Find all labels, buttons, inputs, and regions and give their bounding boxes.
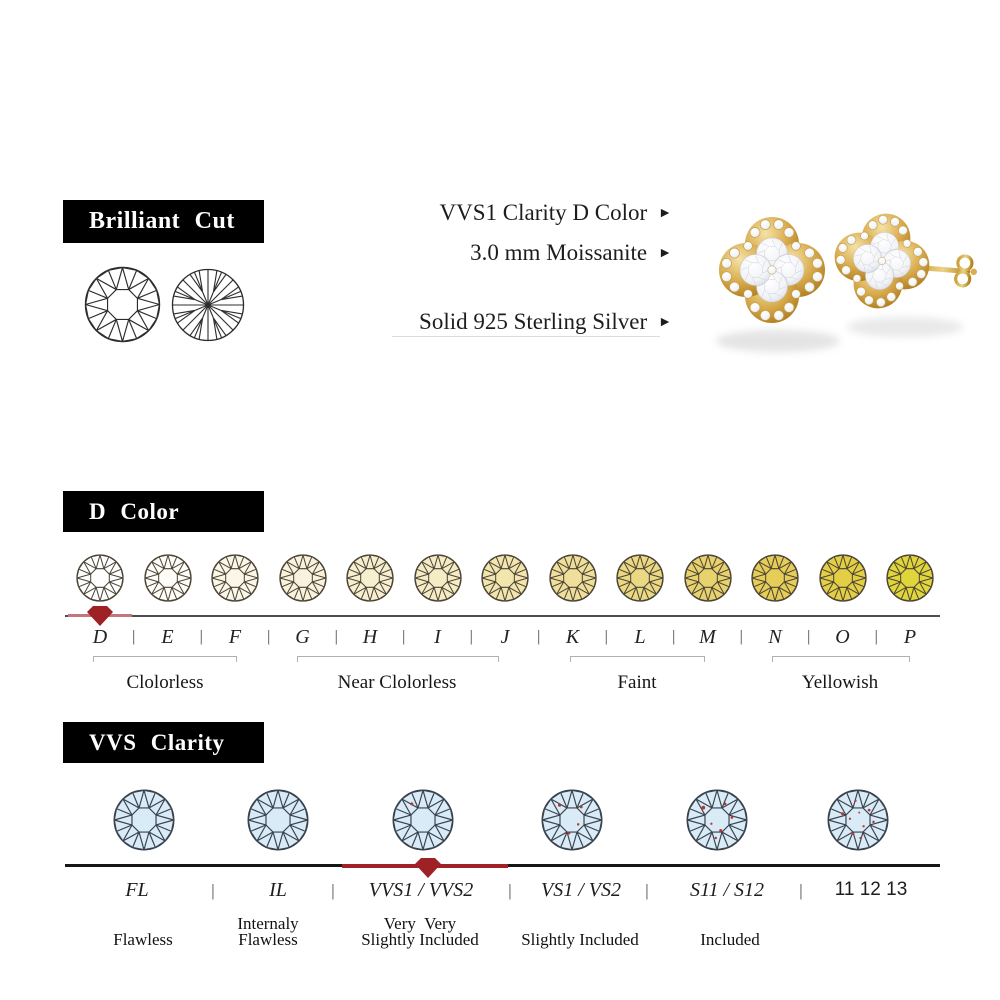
clarity-grade-stone xyxy=(113,789,175,856)
clarity-grade-description: Slightly Included xyxy=(521,929,639,949)
color-grade-letter: K xyxy=(565,626,580,648)
color-grade-stone-F xyxy=(211,554,259,607)
scale-separator: | xyxy=(199,628,203,645)
d-color-label: D Color xyxy=(63,491,264,532)
color-grade-letter: P xyxy=(903,626,917,648)
clarity-grade-code: VS1 / VS2 xyxy=(541,879,621,901)
diamond-top-icon xyxy=(549,554,597,602)
diamond-top-icon xyxy=(686,789,748,851)
clarity-grade-stone xyxy=(686,789,748,856)
earring-left xyxy=(719,217,825,323)
scale-separator: | xyxy=(331,881,335,900)
clarity-grade-description: Very Very Slightly Included xyxy=(361,914,479,949)
color-grade-stone-J xyxy=(481,554,529,607)
earrings-photo xyxy=(660,175,990,370)
clarity-grade-code: IL xyxy=(269,879,287,901)
callout-row xyxy=(440,200,673,226)
clarity-grade-stone xyxy=(827,789,889,856)
brilliant-cut-label: Brilliant Cut xyxy=(63,200,264,243)
color-group-bracket xyxy=(297,656,499,662)
diamond-top-icon xyxy=(211,554,259,602)
color-grade-stone-O xyxy=(819,554,867,607)
diamond-top-icon xyxy=(886,554,934,602)
color-group-bracket xyxy=(772,656,910,662)
color-grade-stone-H xyxy=(346,554,394,607)
scale-separator: | xyxy=(672,628,676,645)
clarity-grade-code: FL xyxy=(125,879,149,901)
marker-diamond-icon xyxy=(86,605,114,627)
clarity-grade-stone xyxy=(392,789,454,856)
marker-diamond-icon xyxy=(414,857,442,879)
scale-separator: | xyxy=(537,628,541,645)
clarity-grade-stone xyxy=(247,789,309,856)
color-grade-letter: E xyxy=(161,626,174,648)
scale-separator: | xyxy=(799,881,803,900)
color-group-label: Faint xyxy=(617,672,657,693)
color-grade-stone-G xyxy=(279,554,327,607)
color-grade-letter: J xyxy=(500,626,510,648)
color-group-bracket xyxy=(93,656,237,662)
callout-row xyxy=(419,309,672,335)
scale-separator: | xyxy=(807,628,811,645)
diamond-top-icon xyxy=(827,789,889,851)
callout-text: VVS1 Clarity D Color xyxy=(439,200,648,225)
clarity-grade-description: Included xyxy=(700,929,760,949)
clarity-grade-code: S11 / S12 xyxy=(689,879,765,901)
color-grade-letter: L xyxy=(634,626,646,648)
scale-separator: | xyxy=(334,628,338,645)
diamond-top-icon xyxy=(76,554,124,602)
diamond-top-icon xyxy=(144,554,192,602)
scale-separator: | xyxy=(267,628,271,645)
diamond-top-icon xyxy=(481,554,529,602)
scale-separator: | xyxy=(508,881,512,900)
color-grade-stone-D xyxy=(76,554,124,607)
scale-separator: | xyxy=(402,628,406,645)
color-grade-letter: M xyxy=(699,626,716,648)
diamond-top-icon xyxy=(414,554,462,602)
diamond-top-icon xyxy=(247,789,309,851)
diamond-pavilion-view-diagram xyxy=(171,268,245,342)
color-grade-letter: F xyxy=(228,626,242,648)
diamond-top-icon xyxy=(113,789,175,851)
color-grade-letter: O xyxy=(835,626,850,648)
callout-row xyxy=(470,240,672,266)
color-group-bracket xyxy=(570,656,705,662)
scale-separator: | xyxy=(645,881,649,900)
color-grade-letter: D xyxy=(92,626,108,648)
color-grade-stone-M xyxy=(684,554,732,607)
callout-text: Solid 925 Sterling Silver xyxy=(419,309,648,334)
color-grade-marker xyxy=(86,605,114,632)
clarity-grade-description: Internaly Flawless xyxy=(237,914,299,949)
diamond-top-icon xyxy=(541,789,603,851)
color-group-label: Clolorless xyxy=(126,672,204,693)
vvs-clarity-label: VVS Clarity xyxy=(63,722,264,763)
scale-separator: | xyxy=(874,628,878,645)
diamond-top-icon xyxy=(819,554,867,602)
earrings-illustration xyxy=(660,175,990,370)
color-grade-letter: H xyxy=(362,626,378,648)
brilliant-cut-diagrams xyxy=(84,266,245,343)
clarity-grade-code: VVS1 / VVS2 xyxy=(368,879,474,901)
diamond-top-icon xyxy=(684,554,732,602)
color-group-label: Near Clolorless xyxy=(337,672,457,693)
color-grade-stone-E xyxy=(144,554,192,607)
color-grade-stone-K xyxy=(549,554,597,607)
scale-separator: | xyxy=(211,881,215,900)
clarity-grade-stone xyxy=(541,789,603,856)
color-grade-letter: G xyxy=(295,626,310,648)
scale-separator: | xyxy=(469,628,473,645)
arrow-right-icon: ► xyxy=(658,206,672,221)
clarity-grade-marker xyxy=(414,857,442,884)
diamond-crown-view-diagram xyxy=(84,266,161,343)
diamond-top-icon xyxy=(751,554,799,602)
diamond-top-icon xyxy=(392,789,454,851)
arrow-right-icon: ► xyxy=(658,315,672,330)
diamond-top-icon xyxy=(616,554,664,602)
callout-text: 3.0 mm Moissanite xyxy=(470,240,648,265)
color-grade-stone-L xyxy=(616,554,664,607)
color-grade-stone-I xyxy=(414,554,462,607)
callout-underline xyxy=(392,336,660,337)
clarity-grade-code: 11 12 13 xyxy=(834,879,908,900)
color-scale-axis xyxy=(65,615,940,617)
color-grade-stone-P xyxy=(886,554,934,607)
diamond-top-icon xyxy=(346,554,394,602)
scale-separator: | xyxy=(604,628,608,645)
color-grade-letter: I xyxy=(434,626,441,648)
earring-right xyxy=(827,206,938,317)
diamond-top-icon xyxy=(279,554,327,602)
color-group-label: Yellowish xyxy=(801,672,879,693)
scale-separator: | xyxy=(739,628,743,645)
color-grade-stone-N xyxy=(751,554,799,607)
clarity-grade-description: Flawless xyxy=(113,929,173,949)
color-grade-letter: N xyxy=(768,626,782,648)
scale-separator: | xyxy=(132,628,136,645)
arrow-right-icon: ► xyxy=(658,246,672,261)
